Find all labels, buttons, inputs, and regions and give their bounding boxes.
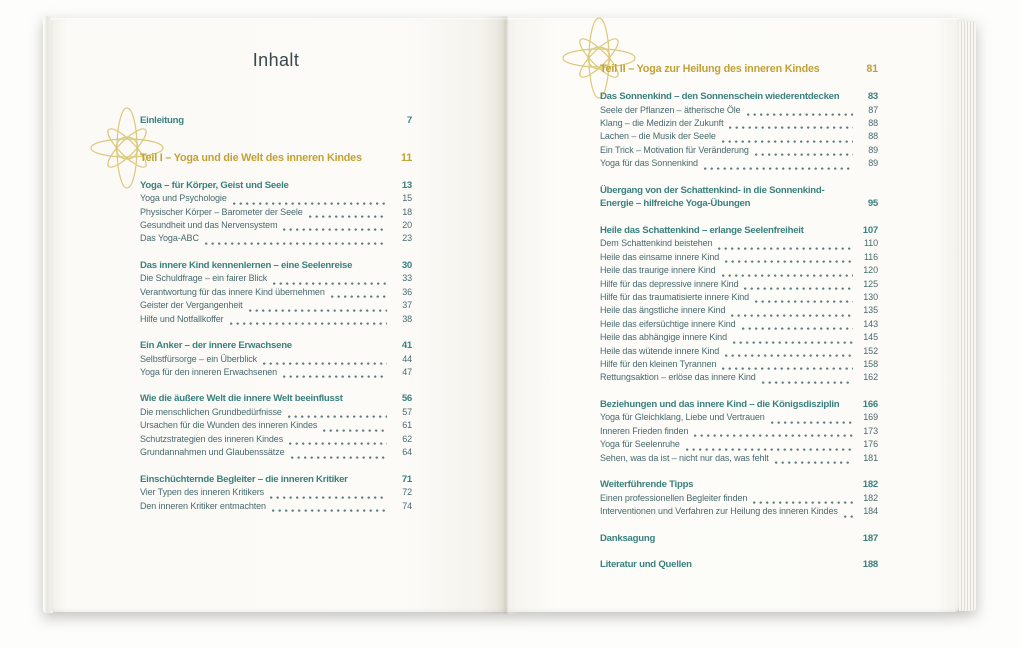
toc-entry <box>600 358 878 371</box>
toc-entry-label: Die menschlichen Grundbedürfnisse <box>140 407 282 418</box>
dot-leader <box>323 422 387 433</box>
toc-entry-label: Hilfe für den kleinen Tyrannen <box>600 359 717 370</box>
toc-heading-label: Literatur und Quellen <box>600 559 692 571</box>
toc-entry <box>140 299 412 312</box>
toc-page-number: 130 <box>863 292 878 303</box>
dot-leader <box>291 449 387 460</box>
dot-leader <box>731 307 853 318</box>
toc-entry <box>140 486 412 499</box>
toc-page-number: 125 <box>863 278 878 289</box>
toc-page-number: 33 <box>402 273 412 284</box>
toc-page-number: 89 <box>868 158 878 169</box>
toc-page-number: 116 <box>863 251 878 262</box>
toc-page-number: 182 <box>862 479 878 491</box>
toc-entry-label: Ursachen für die Wunden des inneren Kindes <box>140 420 318 431</box>
toc-block <box>600 62 878 77</box>
toc-heading-label <box>600 184 824 211</box>
toc-block <box>140 473 412 513</box>
toc-entry <box>600 425 878 438</box>
dot-leader <box>722 267 853 278</box>
toc-page-number: 7 <box>406 115 412 126</box>
dot-leader <box>725 253 853 264</box>
toc-page-number: 20 <box>402 220 412 230</box>
toc-heading-line: Übergang von der Schattenkind- in die Sonnenkind- <box>600 184 825 196</box>
toc-entry <box>600 117 878 130</box>
toc-page-number: 89 <box>868 144 878 155</box>
toc-page-number: 169 <box>863 412 878 423</box>
dot-leader <box>270 489 387 500</box>
toc-entry <box>600 157 878 170</box>
dot-leader <box>742 320 853 331</box>
toc-entry-label: Schutzstrategien des inneren Kindes <box>140 433 284 444</box>
toc-page-number: 188 <box>862 559 878 571</box>
toc-page-number: 87 <box>868 104 878 115</box>
toc-entry <box>140 419 412 432</box>
toc-block <box>140 259 412 326</box>
toc-entry <box>600 505 878 518</box>
toc-entry <box>140 219 412 232</box>
toc-entry <box>600 144 878 157</box>
toc-entry <box>140 286 412 299</box>
toc-page-number: 182 <box>863 492 878 503</box>
toc-entry-label: Interventionen und Verfahren zur Heilung des inneren Kindes <box>600 506 838 517</box>
toc-entry-label: Hilfe für das depressive innere Kind <box>600 278 739 289</box>
toc-page-number: 71 <box>401 473 412 485</box>
dot-leader <box>283 368 387 379</box>
toc-entry <box>140 433 412 446</box>
toc-page-number: 110 <box>863 238 878 249</box>
toc-page-number: 88 <box>868 131 878 142</box>
toc-page-number: 38 <box>402 313 412 324</box>
toc-page-number: 158 <box>863 359 878 370</box>
toc-entry <box>600 492 878 505</box>
toc-entry-label: Dem Schattenkind beistehen <box>600 238 713 249</box>
toc-entry-label: Inneren Frieden finden <box>600 425 689 436</box>
dot-leader <box>755 146 853 157</box>
dot-leader <box>309 208 387 219</box>
toc-page-number: 15 <box>402 193 412 204</box>
dot-leader <box>744 280 853 291</box>
toc-entry-label: Rettungsaktion – erlöse das innere Kind <box>600 372 756 383</box>
toc-block <box>600 184 878 211</box>
toc-heading-label: Weiterführende Tipps <box>600 479 694 491</box>
dot-leader <box>249 302 387 313</box>
toc-page-number: 56 <box>401 393 412 405</box>
toc-page-number: 64 <box>402 447 412 458</box>
toc-page-number: 181 <box>863 452 878 463</box>
toc-heading-label: Das Sonnenkind – den Sonnenschein wiederentdecken <box>600 91 840 102</box>
toc-page-number: 187 <box>862 532 878 544</box>
toc-page-number: 18 <box>402 206 412 217</box>
toc-entry-label: Yoga für den inneren Erwachsenen <box>140 367 278 378</box>
toc-entry <box>140 272 412 285</box>
toc-page-number: 23 <box>402 233 412 244</box>
toc-chapter-heading <box>140 259 412 273</box>
toc-entry-label: Ein Trick – Motivation für Veränderung <box>600 144 749 155</box>
toc-entry-label: Yoga für Seelenruhe <box>600 439 680 450</box>
toc-page-number: 162 <box>863 372 878 383</box>
dot-leader <box>762 374 853 385</box>
toc-entry-label: Heile das eifersüchtige innere Kind <box>600 318 736 329</box>
toc-entry-label: Gesundheit und das Nervensystem <box>140 220 278 230</box>
toc-entry-label: Einen professionellen Begleiter finden <box>600 492 748 503</box>
toc-entry <box>600 452 878 465</box>
toc-block <box>140 114 412 128</box>
right-toc-column <box>600 62 878 572</box>
toc-block <box>600 478 878 518</box>
toc-heading-label: Wie die äußere Welt die innere Welt beeinflusst <box>140 393 343 405</box>
dot-leader <box>230 315 387 326</box>
toc-chapter-heading <box>600 224 878 238</box>
toc-page-number: 47 <box>402 367 412 378</box>
dot-leader <box>233 195 387 206</box>
dot-leader <box>331 288 387 299</box>
toc-part-heading <box>600 62 878 77</box>
toc-page-number: 88 <box>868 118 878 128</box>
toc-chapter-heading <box>600 398 878 412</box>
page-edge-stack <box>959 21 976 611</box>
toc-page-number: 61 <box>402 420 412 431</box>
toc-block <box>140 339 412 379</box>
toc-page-number: 13 <box>401 179 412 191</box>
toc-chapter-heading <box>600 558 878 572</box>
toc-block <box>600 90 878 171</box>
toc-entry <box>600 251 878 264</box>
toc-heading-line: Energie – hilfreiche Yoga-Übungen <box>600 198 751 210</box>
dot-leader <box>722 360 853 371</box>
toc-page-number: 166 <box>862 398 878 410</box>
toc-entry <box>140 353 412 366</box>
dot-leader <box>694 427 853 438</box>
toc-entry-label: Grundannahmen und Glaubenssätze <box>140 447 285 458</box>
toc-entry <box>140 446 412 459</box>
toc-entry <box>600 264 878 277</box>
toc-entry-label: Physischer Körper – Barometer der Seele <box>140 206 303 217</box>
toc-heading-label: Beziehungen und das innere Kind – die Königsdisziplin <box>600 398 840 410</box>
toc-entry-label: Die Schuldfrage – ein fairer Blick <box>140 273 268 284</box>
toc-entry <box>600 291 878 304</box>
dot-leader <box>753 494 853 505</box>
toc-heading-label: Heile das Schattenkind – erlange Seelenfreiheit <box>600 224 804 236</box>
toc-page-number: 11 <box>400 151 412 164</box>
toc-chapter-heading <box>140 114 412 128</box>
toc-page-number: 36 <box>402 286 412 297</box>
toc-entry <box>600 411 878 424</box>
dot-leader <box>205 235 387 246</box>
toc-entry-label: Hilfe und Notfallkoffer <box>140 313 224 324</box>
dot-leader <box>273 275 387 286</box>
toc-chapter-heading <box>600 184 878 211</box>
toc-page-number: 72 <box>402 487 412 498</box>
toc-entry-label: Heile das wütende innere Kind <box>600 345 720 356</box>
toc-heading-label: Danksagung <box>600 532 656 544</box>
toc-entry-label: Seele der Pflanzen – ätherische Öle <box>600 104 741 115</box>
left-toc-column <box>140 114 412 513</box>
toc-entry-label: Heile das traurige innere Kind <box>600 265 716 276</box>
toc-page-number: 152 <box>863 345 878 356</box>
dot-leader <box>775 454 853 465</box>
toc-entry-label: Yoga für Gleichklang, Liebe und Vertrauen <box>600 412 765 423</box>
toc-page-number: 120 <box>863 265 878 276</box>
dot-leader <box>729 119 853 130</box>
dot-leader <box>272 502 387 513</box>
toc-entry-label: Heile das abhängige innere Kind <box>600 332 727 343</box>
toc-entry-label: Verantwortung für das innere Kind übernehmen <box>140 286 325 297</box>
toc-entry-label: Geister der Vergangenheit <box>140 300 243 311</box>
toc-heading-label: Ein Anker – der innere Erwachsene <box>140 340 292 352</box>
toc-heading-label: Teil II – Yoga zur Heilung des inneren Kindes <box>600 63 820 75</box>
dot-leader <box>289 435 387 446</box>
toc-entry <box>600 438 878 451</box>
toc-chapter-heading <box>140 339 412 353</box>
toc-entry-label: Yoga und Psychologie <box>140 193 227 204</box>
toc-part-heading <box>140 151 412 166</box>
toc-chapter-heading <box>600 532 878 546</box>
dot-leader <box>771 414 853 425</box>
dot-leader <box>263 355 387 366</box>
toc-page-number: 176 <box>863 439 878 450</box>
toc-entry-label: Heile das ängstliche innere Kind <box>600 305 726 316</box>
toc-page-number: 173 <box>863 425 878 436</box>
dot-leader <box>283 221 387 232</box>
toc-page-number: 135 <box>863 305 878 316</box>
toc-page-number: 107 <box>862 224 878 236</box>
toc-block <box>600 398 878 465</box>
toc-entry <box>600 318 878 331</box>
toc-entry <box>140 232 412 245</box>
dot-leader <box>722 133 853 144</box>
toc-entry-label: Hilfe für das traumatisierte innere Kind <box>600 292 750 303</box>
toc-entry-label: Lachen – die Musik der Seele <box>600 131 716 142</box>
toc-entry-label: Vier Typen des inneren Kritikers <box>140 487 265 498</box>
dot-leader <box>755 293 853 304</box>
toc-chapter-heading <box>140 473 412 487</box>
open-book <box>38 14 978 614</box>
toc-entry-label: Den inneren Kritiker entmachten <box>140 500 266 511</box>
toc-page-number: 145 <box>863 332 878 343</box>
toc-page-number: 83 <box>867 91 878 102</box>
toc-entry <box>140 206 412 219</box>
toc-entry <box>140 192 412 205</box>
toc-title: Inhalt <box>252 50 300 70</box>
toc-block <box>140 392 412 459</box>
toc-chapter-heading <box>600 478 878 492</box>
toc-chapter-heading <box>140 179 412 193</box>
toc-page-number: 95 <box>867 198 878 210</box>
toc-entry-label: Klang – die Medizin der Zukunft <box>600 118 724 128</box>
toc-page-number: 81 <box>866 63 878 75</box>
toc-block <box>600 558 878 572</box>
toc-page-number: 37 <box>402 300 412 311</box>
toc-block <box>600 224 878 385</box>
toc-page-number: 62 <box>402 433 412 444</box>
toc-entry <box>600 104 878 117</box>
toc-heading-label: Einschüchternde Begleiter – die inneren Kritiker <box>140 473 348 485</box>
dot-leader <box>704 160 853 171</box>
toc-entry <box>600 371 878 384</box>
dot-leader <box>686 441 853 452</box>
toc-page-number: 30 <box>401 259 412 271</box>
toc-entry <box>600 345 878 358</box>
toc-chapter-heading <box>600 90 878 104</box>
toc-chapter-heading <box>140 392 412 406</box>
toc-heading-label: Das innere Kind kennenlernen – eine Seelenreise <box>140 259 353 271</box>
toc-entry <box>140 313 412 326</box>
dot-leader <box>725 347 853 358</box>
toc-entry <box>600 331 878 344</box>
toc-block <box>140 179 412 246</box>
toc-entry-label: Sehen, was da ist – nicht nur das, was fehlt <box>600 452 769 463</box>
toc-entry <box>600 237 878 250</box>
toc-block <box>140 151 412 166</box>
toc-entry <box>600 304 878 317</box>
toc-block <box>600 532 878 546</box>
dot-leader <box>733 334 853 345</box>
dot-leader <box>747 106 853 117</box>
toc-heading-label: Teil I – Yoga und die Welt des inneren Kindes <box>140 151 362 164</box>
toc-entry <box>600 278 878 291</box>
toc-page-number: 143 <box>863 318 878 329</box>
toc-page-number: 41 <box>401 340 412 352</box>
toc-entry <box>140 406 412 419</box>
toc-entry-label: Heile das einsame innere Kind <box>600 251 720 262</box>
dot-leader <box>288 408 387 419</box>
toc-heading-label: Einleitung <box>140 115 184 126</box>
toc-page-number: 184 <box>863 506 878 517</box>
toc-page-number: 44 <box>402 353 412 364</box>
toc-page-number: 74 <box>402 500 412 511</box>
toc-entry <box>140 500 412 513</box>
toc-entry <box>140 366 412 379</box>
toc-page-number: 57 <box>402 407 412 418</box>
dot-leader <box>844 508 853 519</box>
toc-entry-label: Yoga für das Sonnenkind <box>600 158 698 169</box>
dot-leader <box>718 240 853 251</box>
toc-entry <box>600 130 878 143</box>
toc-entry-label: Das Yoga-ABC <box>140 233 199 244</box>
toc-entry-label: Selbstfürsorge – ein Überblick <box>140 353 258 364</box>
toc-heading-label: Yoga – für Körper, Geist und Seele <box>140 179 289 191</box>
